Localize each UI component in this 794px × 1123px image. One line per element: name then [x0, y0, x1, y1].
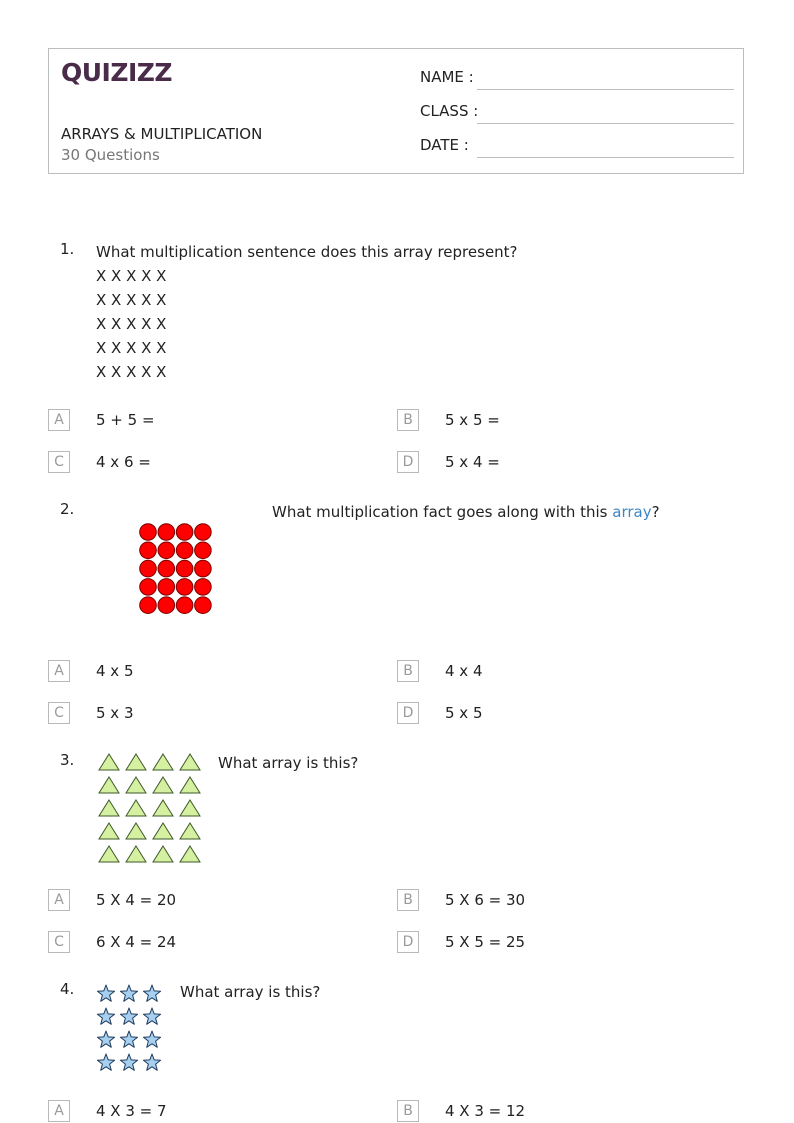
option-c-text[interactable]: 5 x 3: [96, 704, 134, 722]
question-number: 2.: [60, 500, 75, 518]
option-c-box[interactable]: C: [48, 451, 70, 473]
red-dot-icon: [140, 560, 157, 577]
triangle-icon: [99, 800, 119, 816]
worksheet-title: ARRAYS & MULTIPLICATION: [61, 125, 263, 143]
triangle-icon: [126, 846, 146, 862]
option-b-text[interactable]: 5 X 6 = 30: [445, 891, 526, 909]
star-icon: [120, 1054, 137, 1070]
triangle-icon: [180, 754, 200, 770]
red-dot-icon: [195, 560, 212, 577]
option-b-box[interactable]: B: [397, 409, 419, 431]
question-text-start: What multiplication fact goes along with this: [272, 503, 613, 521]
triangle-icon: [99, 754, 119, 770]
array-line: X X X X X: [96, 267, 167, 285]
triangle-icon: [126, 754, 146, 770]
quizizz-logo: [61, 57, 173, 89]
svg-text:QUIZIZZ: QUIZIZZ: [61, 58, 173, 87]
triangle-icon: [153, 846, 173, 862]
class-field: [420, 102, 734, 124]
option-b-box[interactable]: B: [397, 660, 419, 682]
star-icon: [120, 1031, 137, 1047]
star-icon: [143, 1031, 160, 1047]
red-dot-icon: [158, 542, 175, 559]
red-dot-icon: [176, 560, 193, 577]
option-d-box[interactable]: D: [397, 931, 419, 953]
red-dot-icon: [158, 579, 175, 596]
option-b-text[interactable]: 4 x 4: [445, 662, 483, 680]
question-count: 30 Questions: [61, 146, 160, 164]
option-a-box[interactable]: A: [48, 660, 70, 682]
triangle-icon: [153, 800, 173, 816]
option-c-text[interactable]: 6 X 4 = 24: [96, 933, 177, 951]
option-a-text[interactable]: 5 + 5 =: [96, 411, 155, 429]
option-a-box[interactable]: A: [48, 889, 70, 911]
option-c-box[interactable]: C: [48, 702, 70, 724]
red-dot-icon: [176, 579, 193, 596]
star-icon: [97, 1008, 114, 1024]
triangle-icon: [99, 777, 119, 793]
option-b-text[interactable]: 5 x 5 =: [445, 411, 500, 429]
array-line: X X X X X: [96, 315, 167, 333]
triangle-icon: [99, 823, 119, 839]
option-a-box[interactable]: A: [48, 1100, 70, 1122]
option-a-text[interactable]: 4 X 3 = 7: [96, 1102, 167, 1120]
red-dot-icon: [195, 579, 212, 596]
red-dot-icon: [195, 524, 212, 541]
red-dot-icon: [140, 579, 157, 596]
worksheet-header: [48, 48, 744, 174]
star-icon: [120, 1008, 137, 1024]
star-icon: [143, 1054, 160, 1070]
triangle-icon: [180, 777, 200, 793]
red-dot-icon: [140, 524, 157, 541]
option-b-box[interactable]: B: [397, 889, 419, 911]
red-dot-icon: [176, 542, 193, 559]
option-d-box[interactable]: D: [397, 451, 419, 473]
star-icon: [120, 985, 137, 1001]
date-field: [420, 136, 734, 158]
array-line: X X X X X: [96, 363, 167, 381]
red-dot-icon: [158, 524, 175, 541]
star-icon: [97, 985, 114, 1001]
red-dot-icon: [158, 597, 175, 614]
red-dot-icon: [176, 597, 193, 614]
triangle-icon: [99, 846, 119, 862]
date-line[interactable]: [477, 157, 734, 158]
red-dot-icon: [140, 597, 157, 614]
star-icon: [97, 1054, 114, 1070]
question-number: 4.: [60, 980, 75, 998]
option-a-text[interactable]: 5 X 4 = 20: [96, 891, 177, 909]
red-dot-icon: [176, 524, 193, 541]
question-text: What array is this?: [180, 983, 321, 1001]
array-line: X X X X X: [96, 291, 167, 309]
array-line: X X X X X: [96, 339, 167, 357]
triangle-icon: [126, 823, 146, 839]
triangle-array-image: [96, 751, 206, 865]
class-line[interactable]: [477, 123, 734, 124]
option-c-box[interactable]: C: [48, 931, 70, 953]
option-a-box[interactable]: A: [48, 409, 70, 431]
option-a-text[interactable]: 4 x 5: [96, 662, 134, 680]
triangle-icon: [126, 800, 146, 816]
name-label: NAME :: [420, 68, 474, 86]
option-d-text[interactable]: 5 X 5 = 25: [445, 933, 526, 951]
option-b-text[interactable]: 4 X 3 = 12: [445, 1102, 526, 1120]
triangle-icon: [180, 800, 200, 816]
name-field: [420, 68, 734, 90]
red-dot-icon: [195, 597, 212, 614]
option-d-text[interactable]: 5 x 5: [445, 704, 483, 722]
red-dot-array-image: [138, 522, 214, 616]
array-link[interactable]: array: [612, 503, 652, 521]
star-icon: [97, 1031, 114, 1047]
question-text-end: ?: [651, 503, 660, 521]
date-label: DATE :: [420, 136, 469, 154]
triangle-icon: [180, 823, 200, 839]
question-text: [272, 500, 660, 524]
triangle-icon: [153, 754, 173, 770]
option-d-box[interactable]: D: [397, 702, 419, 724]
option-b-box[interactable]: B: [397, 1100, 419, 1122]
red-dot-icon: [140, 542, 157, 559]
triangle-icon: [153, 823, 173, 839]
star-icon: [143, 1008, 160, 1024]
star-icon: [143, 985, 160, 1001]
triangle-icon: [126, 777, 146, 793]
class-label: CLASS :: [420, 102, 479, 120]
triangle-icon: [153, 777, 173, 793]
star-array-image: [96, 983, 166, 1075]
red-dot-icon: [158, 560, 175, 577]
question-text: What array is this?: [218, 754, 359, 772]
red-dot-icon: [195, 542, 212, 559]
question-text: What multiplication sentence does this array represent?: [96, 243, 518, 261]
option-d-text[interactable]: 5 x 4 =: [445, 453, 500, 471]
option-c-text[interactable]: 4 x 6 =: [96, 453, 151, 471]
triangle-icon: [180, 846, 200, 862]
question-number: 3.: [60, 751, 75, 769]
name-line[interactable]: [477, 89, 734, 90]
question-number: 1.: [60, 240, 75, 258]
